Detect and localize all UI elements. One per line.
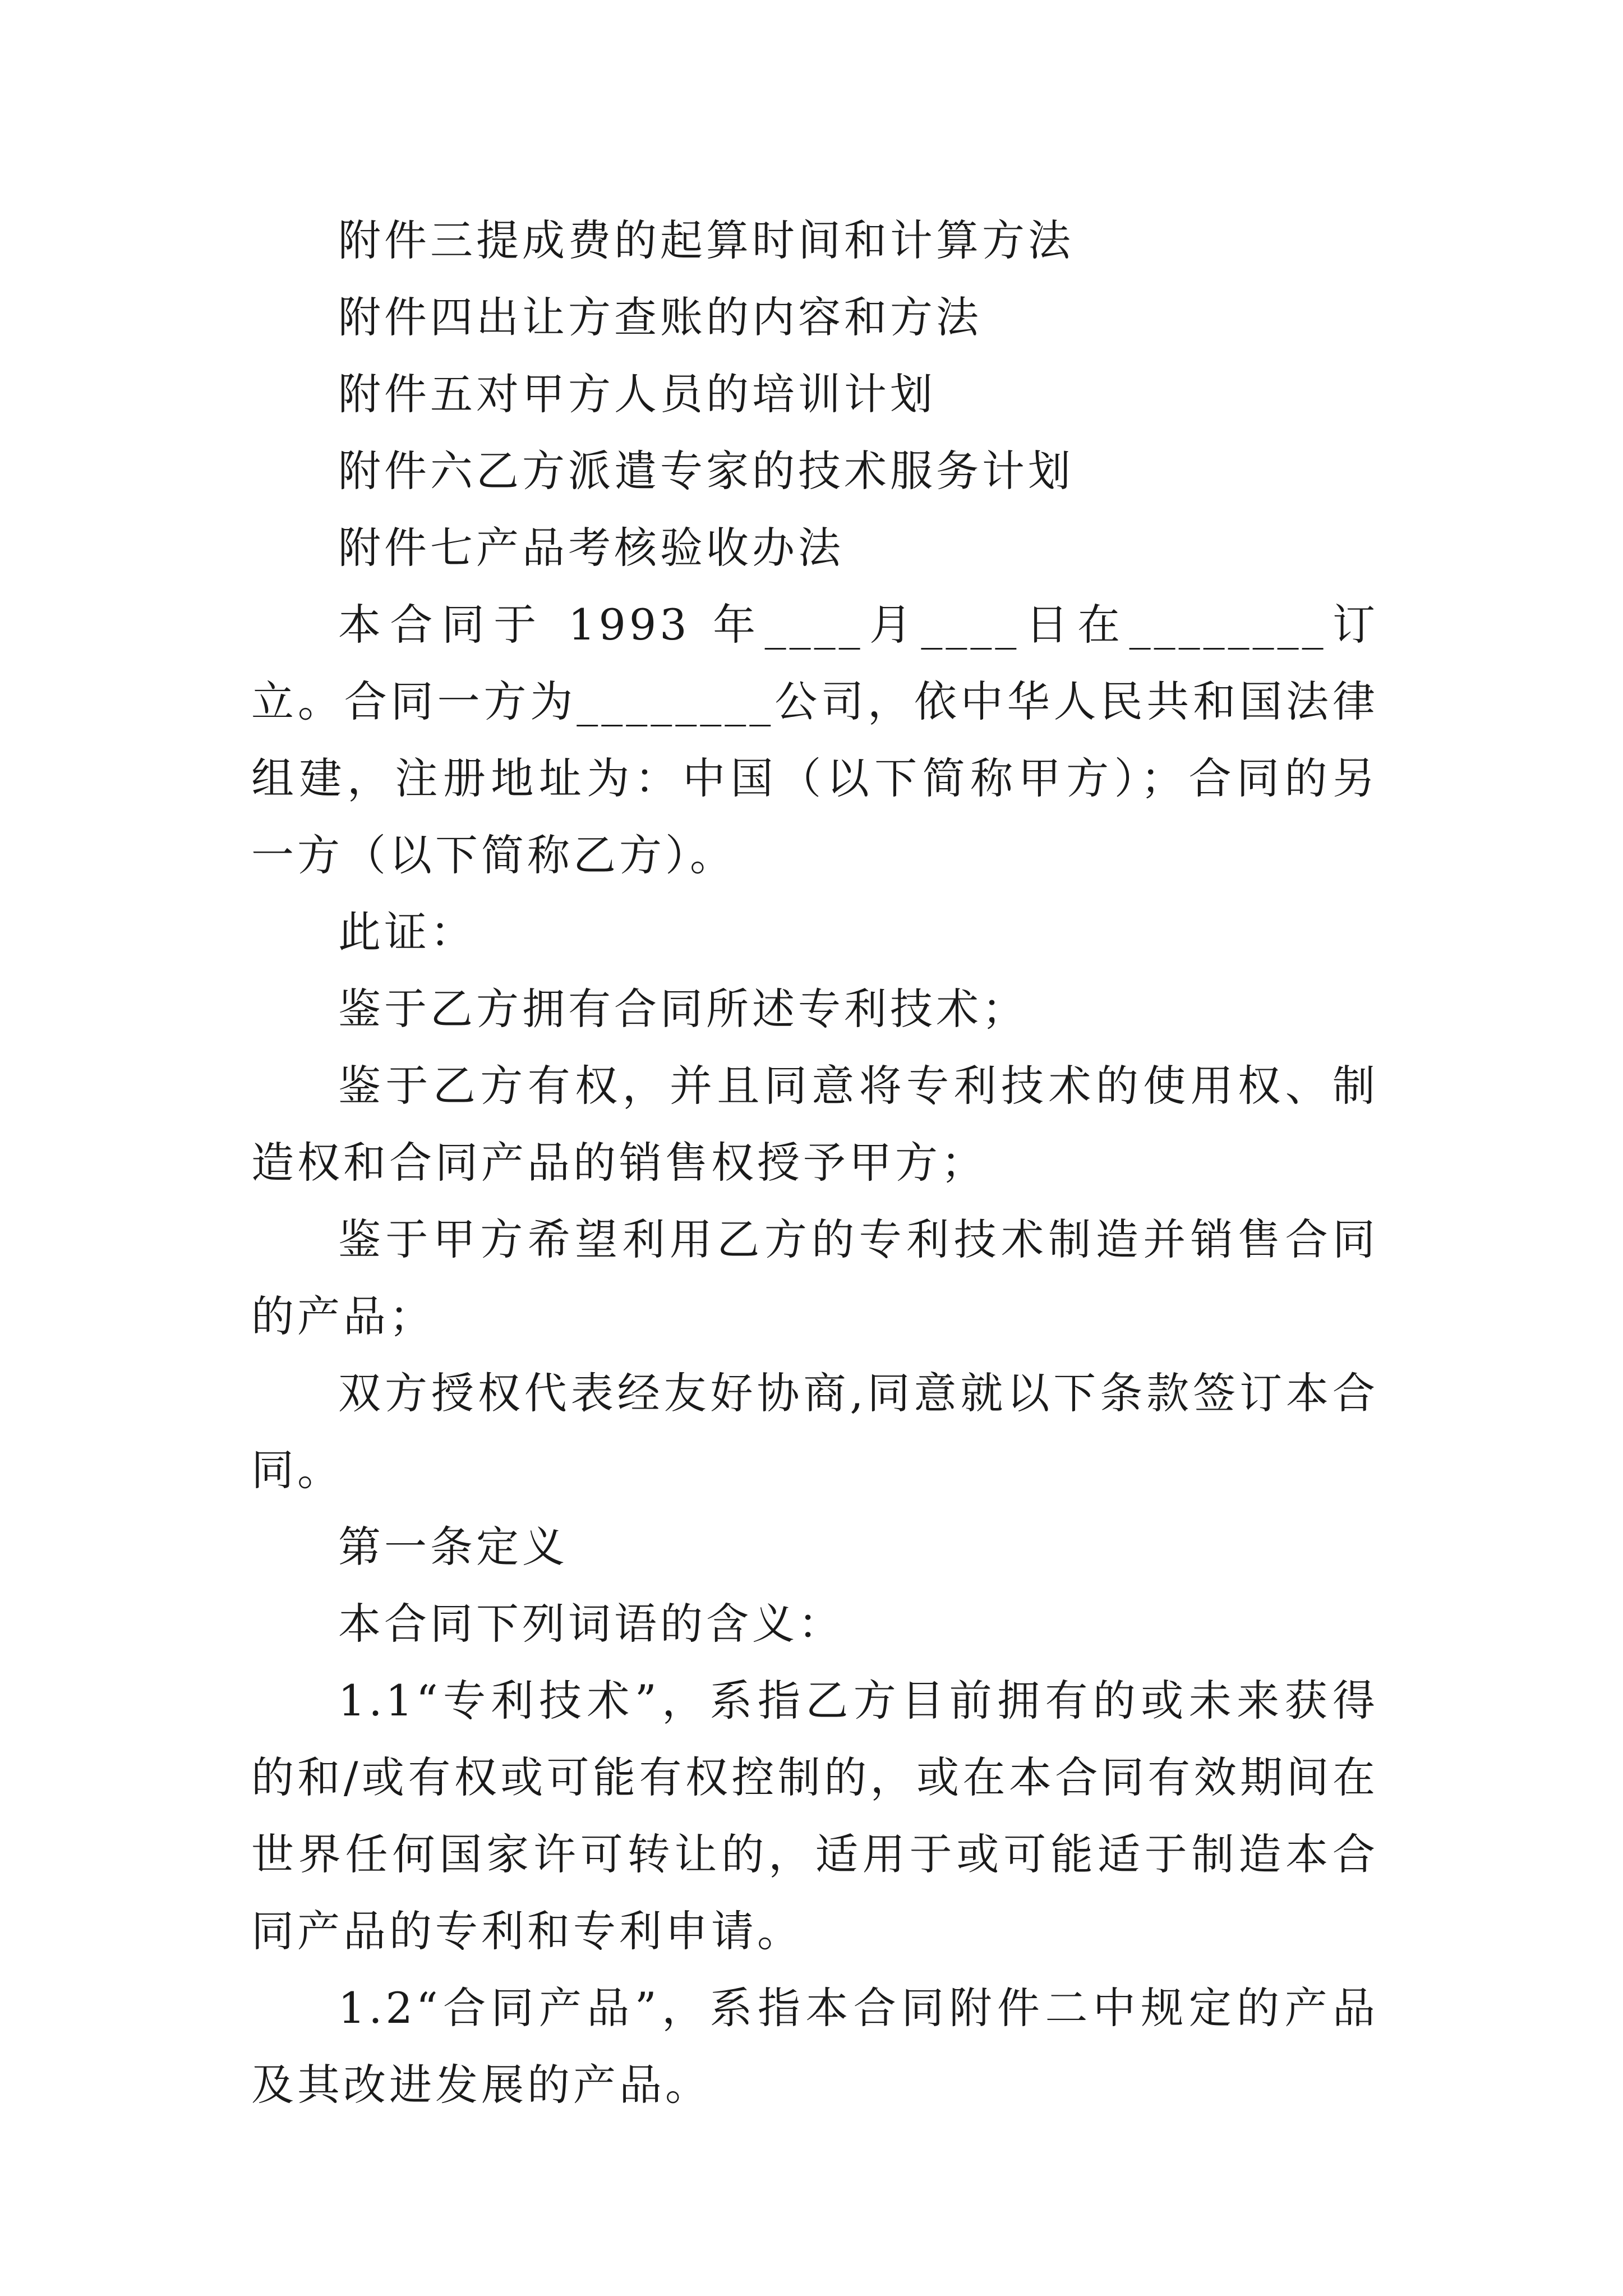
definition-1-1: 1.1“专利技术”，系指乙方目前拥有的或未来获得的和/或有权或可能有权控制的，或在本合同有效期间在世界任何国家许可转让的，适用于或可能适于制造本合同产品的专利和专利申请。 xyxy=(251,1676,1378,1956)
definition-1-2: 1.2“合同产品”，系指本合同附件二中规定的产品及其改进发展的产品。 xyxy=(251,1983,1378,2110)
contract-parties-paragraph: 本合同于 1993 年____月____日在________订立。合同一方为________公司，依中华人民共和国法律组建，注册地址为：中国（以下简称甲方）；合同的另一方（以下简称乙方）。 xyxy=(251,600,1378,880)
appendix-7-line: 附件七产品考核验收办法 xyxy=(338,523,844,573)
appendix-6-line: 附件六乙方派遣专家的技术服务计划 xyxy=(338,446,1074,496)
article-1-heading: 第一条定义 xyxy=(338,1522,568,1572)
agreement-statement: 双方授权代表经友好协商,同意就以下条款签订本合同。 xyxy=(251,1368,1378,1495)
document-body xyxy=(251,202,1378,2123)
appendix-5-line: 附件五对甲方人员的培训计划 xyxy=(338,369,936,419)
recital-2: 鉴于乙方有权，并且同意将专利技术的使用权、制造权和合同产品的销售权授予甲方； xyxy=(251,1061,1378,1188)
witnesseth-line: 此证： xyxy=(338,907,476,957)
appendix-4-line: 附件四出让方查账的内容和方法 xyxy=(338,292,982,342)
recital-3: 鉴于甲方希望利用乙方的专利技术制造并销售合同的产品； xyxy=(251,1214,1378,1341)
recital-1: 鉴于乙方拥有合同所述专利技术； xyxy=(338,984,1028,1034)
definitions-intro: 本合同下列词语的含义： xyxy=(338,1599,844,1649)
appendix-3-line: 附件三提成费的起算时间和计算方法 xyxy=(338,215,1074,265)
